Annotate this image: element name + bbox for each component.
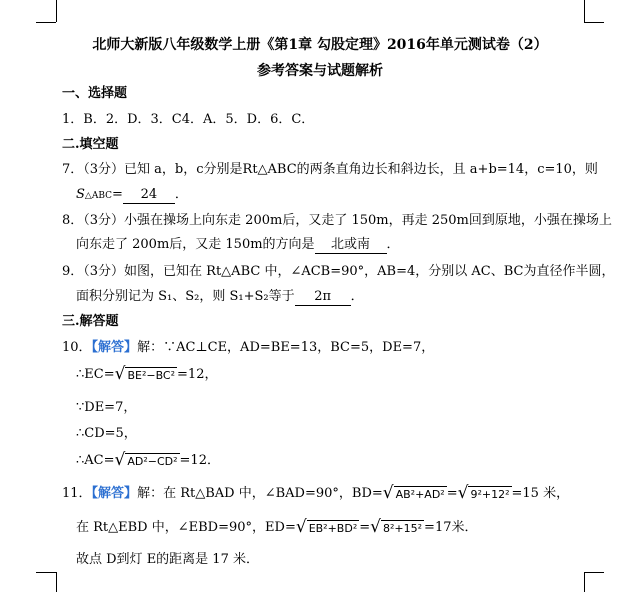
crop-mark-top-right-h <box>584 22 604 23</box>
crop-mark-bottom-left-h <box>36 572 56 573</box>
q10-line4: ∴CD=5， <box>76 426 137 441</box>
q7-equals: = <box>112 187 123 202</box>
q11-line1 <box>62 484 569 504</box>
choice-answers: 1．B．2．D．3．C4．A．5．D．6．C． <box>62 112 315 127</box>
q10-line5 <box>76 451 220 471</box>
q9-line2 <box>76 287 364 307</box>
radical-sign: √ <box>114 364 126 384</box>
q11-radicand-bd-numeric: 9²+12² <box>470 488 510 501</box>
crop-mark-top-left-h <box>36 22 56 23</box>
q10-line2-pre: ∴EC= <box>76 367 115 382</box>
q10-line5-pre: ∴AC= <box>76 453 115 468</box>
q11-line1-mid: = <box>446 486 458 501</box>
q8-end: ． <box>386 237 400 252</box>
q11-sqrt-ed-numeric <box>370 518 424 537</box>
radical-sign: √ <box>295 517 307 537</box>
section-fill-heading: 二.填空题 <box>62 137 119 152</box>
q11-sqrt-bd-symbolic <box>383 484 447 503</box>
q10-solution-tag: 【解答】 <box>91 340 138 355</box>
q10-line2 <box>76 365 217 385</box>
radical-sign: √ <box>114 450 126 470</box>
q10-line3: ∵DE=7， <box>76 400 137 415</box>
q9-answer: 2π <box>295 289 351 306</box>
crop-mark-bottom-left-v <box>56 572 57 592</box>
q10-line1-text: 解：∵AC⊥CE，AD=BE=13，BC=5，DE=7， <box>137 340 435 355</box>
document-subtitle: 参考答案与试题解析 <box>257 63 383 79</box>
q10-sqrt-ec <box>115 365 177 384</box>
q11-line2-pre: 在 Rt△EBD 中，∠EBD=90°，ED= <box>76 520 296 535</box>
crop-mark-bottom-right-h <box>584 572 604 573</box>
document-title: 北师大新版八年级数学上册《第1章 勾股定理》2016年单元测试卷（2） <box>92 37 548 53</box>
crop-mark-top-right-v <box>584 0 585 22</box>
q7-answer-line <box>76 185 188 206</box>
section-choice-heading: 一、选择题 <box>62 86 128 101</box>
q11-sqrt-ed-symbolic <box>296 518 359 537</box>
crop-mark-top-left-v <box>56 0 57 22</box>
q11-number: 11． <box>62 486 92 501</box>
radical-sign: √ <box>370 517 381 537</box>
q10-radicand-ec: BE²−BC² <box>127 369 176 382</box>
q11-line1-pre: 解：在 Rt△BAD 中，∠BAD=90°，BD= <box>137 486 383 501</box>
radical-sign: √ <box>382 483 394 503</box>
q9-end: ． <box>350 289 364 304</box>
q10-sqrt-ac <box>115 451 180 470</box>
q11-line3: 故点 D到灯 E的距离是 17 米． <box>76 552 259 567</box>
q10-line1 <box>62 338 434 358</box>
radical-sign: √ <box>457 483 469 503</box>
q7-subscript: △ABC <box>84 191 112 201</box>
q11-radicand-ed-numeric: 8²+15² <box>383 522 423 535</box>
q9-line1: 9．（3分）如图，已知在 Rt△ABC 中，∠ACB=90°，AB=4，分别以 AC、BC为直径作半圆， <box>62 264 615 279</box>
q7-text: 7．（3分）已知 a，b，c分别是Rt△ABC的两条直角边长和斜边长，且 a+b=14，c=10，则 <box>62 162 598 177</box>
q8-line1: 8．（3分）小强在操场上向东走 200m后，又走了 150m，再走 250m回到原地，小强在操场上 <box>62 213 612 228</box>
q11-sqrt-bd-numeric <box>458 484 512 503</box>
q11-line2-post: =17米． <box>424 520 478 535</box>
crop-mark-bottom-right-v <box>584 572 585 592</box>
q9-line2-text: 面积分别记为 S₁、S₂，则 S₁+S₂等于 <box>76 289 295 304</box>
q11-solution-tag: 【解答】 <box>91 486 138 501</box>
q11-line1-post: =15 米， <box>511 486 570 501</box>
q11-line2 <box>76 518 477 538</box>
q7-label: S <box>76 187 85 202</box>
q7-answer: 24 <box>123 187 175 204</box>
q8-line2-text: 向东走了 200m后，又走 150m的方向是 <box>76 237 315 252</box>
q8-line2 <box>76 235 400 255</box>
q10-line2-post: =12， <box>177 367 218 382</box>
q7-end: ． <box>174 187 188 202</box>
q11-radicand-ed-symbolic: EB²+BD² <box>308 522 358 535</box>
q10-line5-post: =12． <box>179 453 220 468</box>
q8-answer: 北或南 <box>315 237 387 254</box>
section-solution-heading: 三.解答题 <box>62 314 119 329</box>
q10-number: 10． <box>62 340 92 355</box>
q11-line2-mid: = <box>359 520 371 535</box>
q10-radicand-ac: AD²−CD² <box>127 455 178 468</box>
q11-radicand-bd-symbolic: AB²+AD² <box>395 488 445 501</box>
